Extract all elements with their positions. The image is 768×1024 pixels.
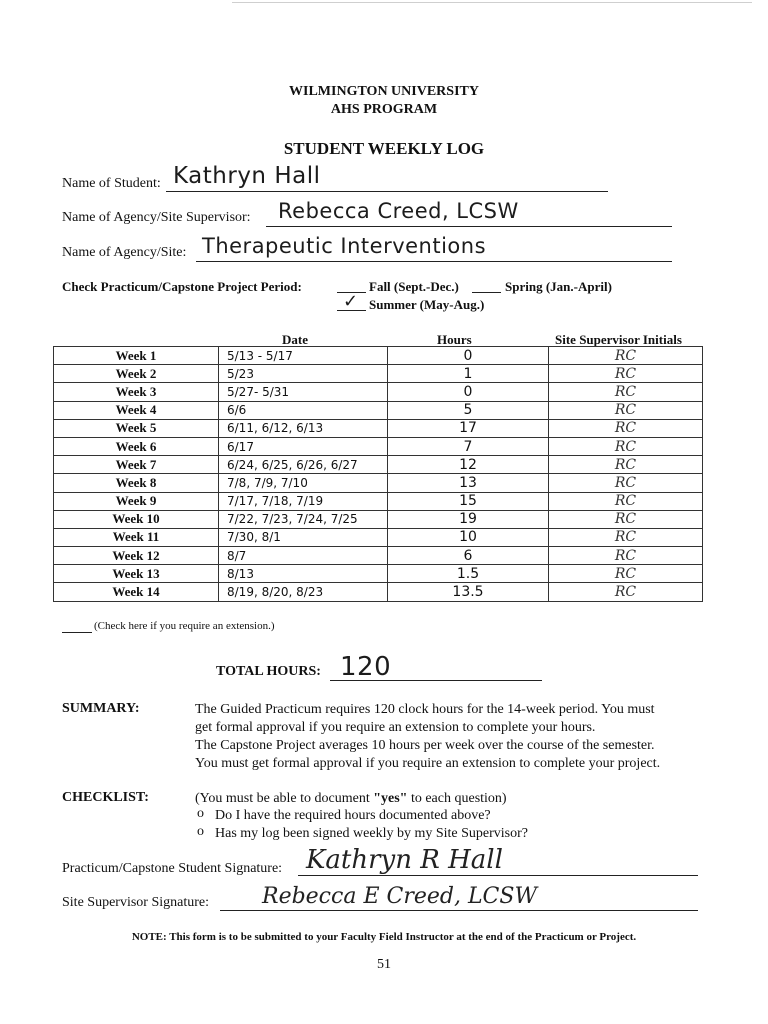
hours-cell[interactable]: 0 [388,383,549,401]
initials-cell[interactable]: RC [549,547,703,565]
week-label: Week 1 [54,347,219,365]
spring-check-line[interactable] [472,292,501,293]
initials-cell[interactable]: RC [549,474,703,492]
checklist-label: CHECKLIST: [62,790,149,805]
site-name-line [196,261,672,262]
student-name-label: Name of Student: [62,176,161,191]
initials-cell[interactable]: RC [549,401,703,419]
checklist-intro-yes: "yes" [373,791,408,806]
table-row [54,583,703,601]
checklist-intro-post: to each question) [407,791,507,806]
supervisor-signature-line [220,910,698,911]
summary-line-4: You must get formal approval if you require an extension to complete your project. [195,756,661,771]
site-name-value[interactable]: Therapeutic Interventions [202,234,487,258]
date-cell[interactable]: 6/6 [219,401,388,419]
scan-edge-line [232,2,752,3]
hours-cell[interactable]: 19 [388,510,549,528]
initials-cell[interactable]: RC [549,528,703,546]
student-name-value[interactable]: Kathryn Hall [173,163,321,189]
initials-cell[interactable]: RC [549,383,703,401]
week-label: Week 5 [54,419,219,437]
hours-cell[interactable]: 0 [388,347,549,365]
date-cell[interactable]: 5/23 [219,365,388,383]
hours-cell[interactable]: 7 [388,437,549,455]
initials-cell[interactable]: RC [549,510,703,528]
summer-option: Summer (May-Aug.) [369,297,485,312]
hours-cell[interactable]: 13 [388,474,549,492]
total-hours-value[interactable]: 120 [340,652,392,682]
form-title: STUDENT WEEKLY LOG [283,139,485,158]
hours-cell[interactable]: 15 [388,492,549,510]
hours-cell[interactable]: 10 [388,528,549,546]
date-cell[interactable]: 8/19, 8/20, 8/23 [219,583,388,601]
week-label: Week 8 [54,474,219,492]
supervisor-name-label: Name of Agency/Site Supervisor: [62,210,251,225]
extension-note: (Check here if you require an extension.) [94,620,275,632]
initials-cell[interactable]: RC [549,492,703,510]
checklist-intro-pre: (You must be able to document [195,791,374,806]
week-label: Week 12 [54,547,219,565]
supervisor-name-line [266,226,672,227]
checklist-item-1: Do I have the required hours documented above? [215,808,491,823]
date-cell[interactable]: 6/17 [219,437,388,455]
date-cell[interactable]: 7/30, 8/1 [219,528,388,546]
initials-cell[interactable]: RC [549,437,703,455]
date-cell[interactable]: 8/13 [219,565,388,583]
table-row [54,547,703,565]
hours-cell[interactable]: 1.5 [388,565,549,583]
week-label: Week 4 [54,401,219,419]
table-row [54,528,703,546]
extension-check-line[interactable] [62,632,92,633]
initials-cell[interactable]: RC [549,365,703,383]
initials-cell[interactable]: RC [549,419,703,437]
date-cell[interactable]: 7/17, 7/18, 7/19 [219,492,388,510]
summer-checkmark: ✓ [343,291,359,312]
table-row [54,456,703,474]
summary-label: SUMMARY: [62,701,140,716]
week-label: Week 11 [54,528,219,546]
date-cell[interactable]: 5/13 - 5/17 [219,347,388,365]
table-row [54,437,703,455]
weekly-log-table [53,346,703,602]
date-cell[interactable]: 6/11, 6/12, 6/13 [219,419,388,437]
date-column-header: Date [282,332,308,347]
spring-option: Spring (Jan.-April) [505,279,612,294]
hours-cell[interactable]: 6 [388,547,549,565]
hours-cell[interactable]: 1 [388,365,549,383]
hours-cell[interactable]: 17 [388,419,549,437]
table-row [54,401,703,419]
week-label: Week 13 [54,565,219,583]
table-row [54,347,703,365]
student-name-line [166,191,608,192]
university-name: WILMINGTON UNIVERSITY [289,84,479,99]
initials-column-header: Site Supervisor Initials [555,332,682,347]
total-hours-label: TOTAL HOURS: [216,664,321,679]
student-signature-line [298,875,698,876]
week-label: Week 14 [54,583,219,601]
date-cell[interactable]: 5/27- 5/31 [219,383,388,401]
hours-column-header: Hours [437,332,472,347]
hours-cell[interactable]: 12 [388,456,549,474]
table-row [54,365,703,383]
supervisor-signature-label: Site Supervisor Signature: [62,895,209,910]
summary-line-1: The Guided Practicum requires 120 clock hours for the 14-week period. You must [195,702,655,717]
date-cell[interactable]: 7/8, 7/9, 7/10 [219,474,388,492]
week-label: Week 9 [54,492,219,510]
week-label: Week 3 [54,383,219,401]
summary-line-3: The Capstone Project averages 10 hours per week over the course of the semester. [195,738,655,753]
submission-note: NOTE: This form is to be submitted to your Faculty Field Instructor at the end of the Practicum or Project. [131,931,637,943]
initials-cell[interactable]: RC [549,456,703,474]
date-cell[interactable]: 8/7 [219,547,388,565]
initials-cell[interactable]: RC [549,565,703,583]
week-label: Week 10 [54,510,219,528]
checklist-bullet-1: o [197,806,204,821]
table-row [54,565,703,583]
date-cell[interactable]: 7/22, 7/23, 7/24, 7/25 [219,510,388,528]
supervisor-signature[interactable]: Rebecca E Creed, LCSW [262,884,538,909]
summary-line-2: get formal approval if you require an extension to complete your hours. [195,720,596,735]
table-row [54,474,703,492]
table-row [54,383,703,401]
student-signature[interactable]: Kathryn R Hall [306,845,503,875]
week-label: Week 2 [54,365,219,383]
initials-cell[interactable]: RC [549,583,703,601]
supervisor-name-value[interactable]: Rebecca Creed, LCSW [278,199,519,223]
program-name: AHS PROGRAM [330,102,438,117]
week-label: Week 7 [54,456,219,474]
table-row [54,492,703,510]
period-label: Check Practicum/Capstone Project Period: [62,279,302,294]
hours-cell[interactable]: 5 [388,401,549,419]
student-signature-label: Practicum/Capstone Student Signature: [62,861,283,876]
hours-cell[interactable]: 13.5 [388,583,549,601]
date-cell[interactable]: 6/24, 6/25, 6/26, 6/27 [219,456,388,474]
initials-cell[interactable]: RC [549,347,703,365]
week-label: Week 6 [54,437,219,455]
checklist-item-2: Has my log been signed weekly by my Site Supervisor? [215,826,529,841]
checklist-bullet-2: o [197,824,204,839]
checklist-intro [195,790,507,808]
fall-option: Fall (Sept.-Dec.) [369,279,459,294]
page-number: 51 [377,957,391,972]
site-name-label: Name of Agency/Site: [62,245,187,260]
table-row [54,510,703,528]
table-row [54,419,703,437]
